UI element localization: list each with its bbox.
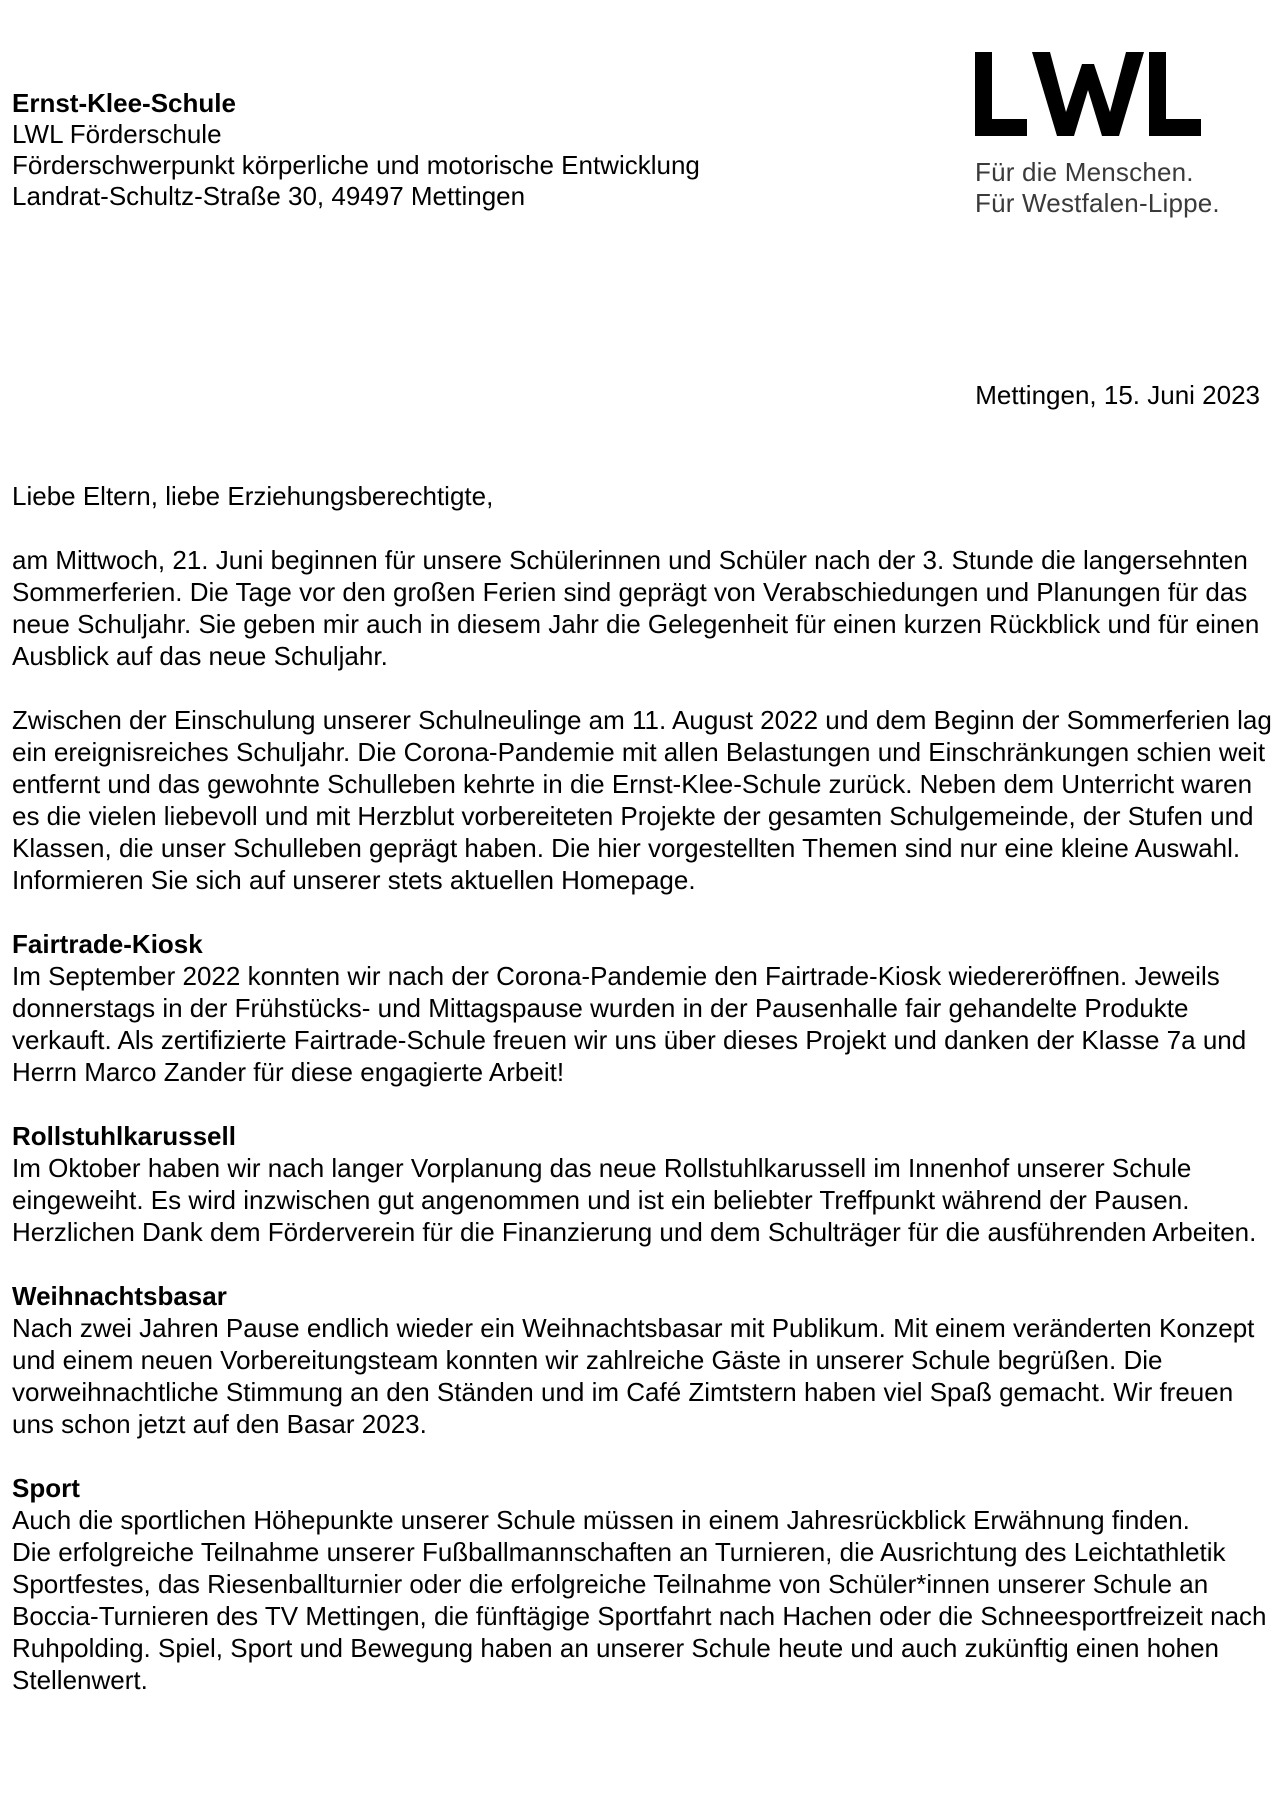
intro-paragraph: am Mittwoch, 21. Juni beginnen für unsere Schülerinnen und Schüler nach der 3. Stunde die langersehnten Sommerferien. Die Tage vor den großen Ferien sind geprägt von Verabschiedungen und Planungen für das neue Schuljahr. Sie geben mir auch in diesem Jahr die Gelegenheit für einen kurzen Rückblick und für einen Ausblick auf das neue Schuljahr. [12,545,1260,671]
section-rollstuhlkarussell [12,1120,1274,1248]
section-fairtrade-kiosk [12,928,1274,1088]
salutation: Liebe Eltern, liebe Erziehungsberechtigte, [12,481,494,511]
lwl-wordmark [975,52,1201,136]
school-address: Landrat-Schultz-Straße 30, 49497 Mettingen [12,181,526,211]
intro-paragraph: Zwischen der Einschulung unserer Schulneulinge am 11. August 2022 und dem Beginn der Sommerferien lag ein ereignisreiches Schuljahr. Die Corona-Pandemie mit allen Belastungen und Einschränkungen schien weit entfernt und das gewohnte Schulleben kehrte in die Ernst-Klee-Schule zurück. Neben dem Unterricht waren es die vielen liebevoll und mit Herzblut vorbereiteten Projekte der gesamten Schulgemeinde, der Stufen und Klassen, die unser Schulleben geprägt haben. Die hier vorgestellten Themen sind nur eine kleine Auswahl. Informieren Sie sich auf unserer stets aktuellen Homepage. [12,705,1272,895]
section-weihnachtsbasar [12,1280,1274,1440]
section-paragraph: Im Oktober haben wir nach langer Vorplanung das neue Rollstuhlkarussell im Innenhof unserer Schule eingeweiht. Es wird inzwischen gut angenommen und ist ein beliebter Treffpunkt während der Pausen. Herzlichen Dank dem Förderverein für die Finanzierung und dem Schulträger für die ausführenden Arbeiten. [12,1153,1257,1247]
school-name: Ernst-Klee-Schule [12,88,236,118]
letter-date: Mettingen, 15. Juni 2023 [975,380,1260,410]
section-heading: Weihnachtsbasar [12,1281,227,1311]
sender-address-block [12,88,832,212]
section-paragraph: Im September 2022 konnten wir nach der Corona-Pandemie den Fairtrade-Kiosk wiedereröffnen. Jeweils donnerstags in der Frühstücks- und Mittagspause wurden in der Pausenhalle fair gehandelte Produkte verkauft. Als zertifizierte Fairtrade-Schule freuen wir uns über dieses Projekt und danken der Klasse 7a und Herrn Marco Zander für diese engagierte Arbeit! [12,961,1247,1087]
logo-tagline-line-1: Für die Menschen. [975,157,1194,187]
section-paragraph: Die erfolgreiche Teilnahme unserer Fußballmannschaften an Turnieren, die Ausrichtung des Leichtathletik Sportfestes, das Riesenballturnier oder die erfolgreiche Teilnahme von Schüler*innen unserer Schule an Boccia-Turnieren des TV Mettingen, die fünftägige Sportfahrt nach Hachen oder die Schneesportfreizeit nach Ruhpolding. Spiel, Sport und Bewegung haben an unserer Schule heute und auch zukünftig einen hohen Stellenwert. [12,1537,1267,1695]
section-paragraph: Auch die sportlichen Höhepunkte unserer Schule müssen in einem Jahresrückblick Erwähnung finden. [12,1505,1190,1535]
section-heading: Fairtrade-Kiosk [12,929,203,959]
letter-body [12,480,1274,1728]
section-paragraph: Nach zwei Jahren Pause endlich wieder ein Weihnachtsbasar mit Publikum. Mit einem veränderten Konzept und einem neuen Vorbereitungsteam konnten wir zahlreiche Gäste in unserer Schule begrüßen. Die vorweihnachtliche Stimmung an den Ständen und im Café Zimtstern haben viel Spaß gemacht. Wir freuen uns schon jetzt auf den Basar 2023. [12,1313,1255,1439]
section-sport [12,1472,1274,1696]
section-heading: Sport [12,1473,80,1503]
school-type: LWL Förderschule [12,119,222,149]
school-focus: Förderschwerpunkt körperliche und motorische Entwicklung [12,150,700,180]
logo-tagline-line-2: Für Westfalen-Lippe. [975,188,1220,218]
section-heading: Rollstuhlkarussell [12,1121,236,1151]
lwl-logo [975,52,1235,219]
logo-tagline [975,157,1235,219]
